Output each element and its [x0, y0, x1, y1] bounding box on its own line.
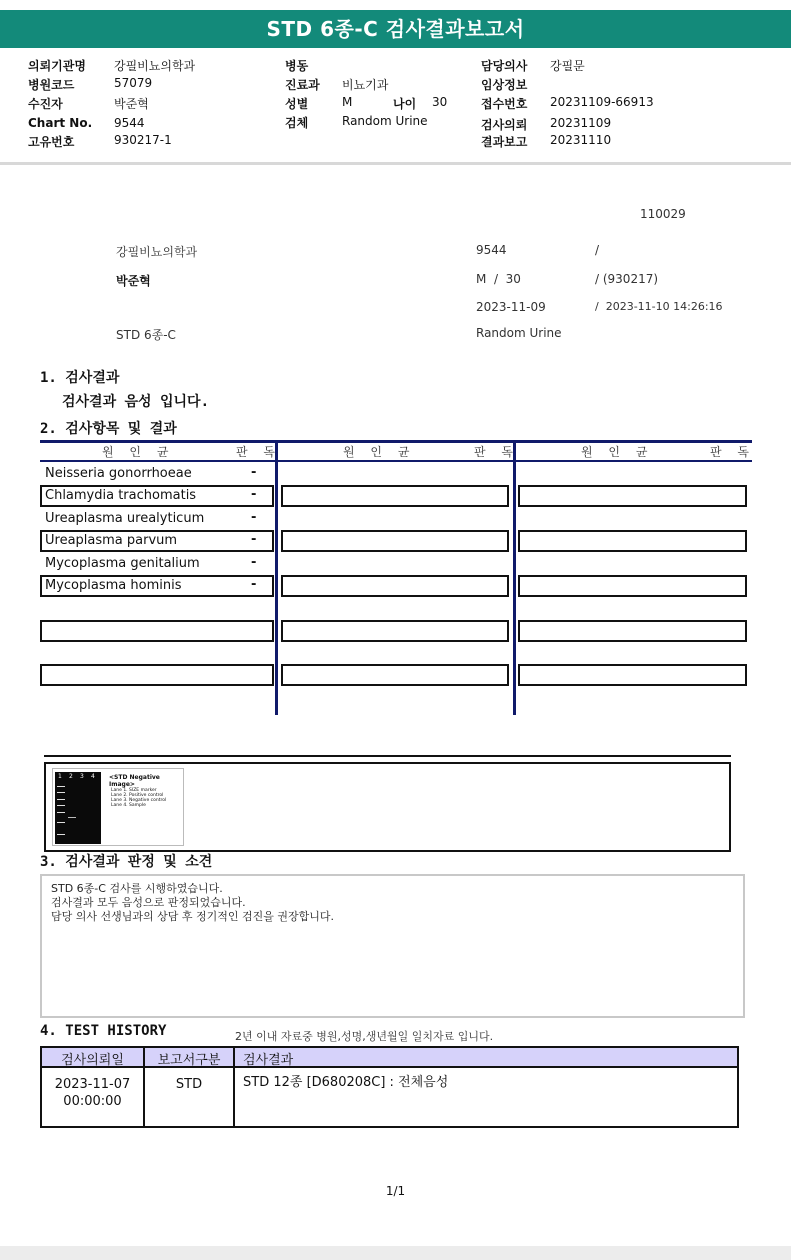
- label-receipt-no: 접수번호: [481, 97, 528, 111]
- history-type: STD: [175, 1077, 203, 1092]
- row-box: [281, 664, 509, 686]
- history-note: 2년 이내 자료중 병원,성명,생년월일 일치자료 입니다.: [235, 1030, 494, 1043]
- pathogen-result: -: [251, 465, 257, 480]
- col-header-result: 판 독: [236, 445, 281, 459]
- report-title: STD 6종-C 검사결과보고서: [0, 10, 791, 48]
- label-sex: 성별: [285, 97, 309, 111]
- label-report-date: 결과보고: [481, 135, 528, 149]
- gel-lane-label: 4: [91, 773, 95, 780]
- opinion-line: 검사결과 모두 음성으로 판정되었습니다.: [51, 896, 246, 909]
- row-box: [40, 664, 274, 686]
- pathogen-name: Neisseria gonorrhoeae: [45, 466, 192, 481]
- value-request-date: 20231109: [550, 116, 612, 130]
- label-ward: 병동: [285, 59, 309, 73]
- history-date: 2023-11-07: [54, 1077, 131, 1092]
- pathogen-name: Chlamydia trachomatis: [45, 488, 197, 503]
- section1-title: 1. 검사결과: [40, 370, 120, 386]
- gel-legend-item: Lane 1. SIZE marker: [111, 788, 157, 793]
- gel-legend: [111, 788, 166, 808]
- gel-band: [68, 817, 76, 818]
- section2-title: 2. 검사항목 및 결과: [40, 421, 177, 437]
- gel-strip: [55, 772, 101, 844]
- label-specimen: 검체: [285, 116, 309, 130]
- summary-test: STD 6종-C: [116, 328, 176, 342]
- label-requester: 의뢰기관명: [28, 59, 86, 73]
- gel-legend-item: Lane 3. Negative control: [111, 798, 167, 803]
- pathogen-name: Ureaplasma parvum: [45, 533, 178, 548]
- opinion-line: STD 6종-C 검사를 시행하였습니다.: [51, 882, 223, 895]
- pathogen-name: Mycoplasma hominis: [45, 578, 182, 593]
- value-unique-no: 930217-1: [114, 133, 172, 147]
- row-box: [518, 664, 747, 686]
- summary-slash: /: [595, 243, 600, 257]
- section3-title: 3. 검사결과 판정 및 소견: [40, 854, 213, 870]
- row-box: [518, 485, 747, 507]
- row-box: [281, 530, 509, 552]
- section4-title: 4. TEST HISTORY: [40, 1023, 167, 1039]
- value-receipt-no: 20231109-66913: [550, 95, 654, 109]
- history-result: STD 12종 [D680208C] : 전체음성: [243, 1075, 449, 1090]
- row-box: [518, 530, 747, 552]
- gel-band: [57, 834, 65, 835]
- label-hospital-code: 병원코드: [28, 78, 75, 92]
- section1-result: 검사결과 음성 입니다.: [62, 394, 210, 410]
- gel-band: [57, 812, 65, 813]
- gel-band: [57, 786, 65, 787]
- col-header-pathogen: 원 인 균: [102, 445, 175, 459]
- label-doctor: 담당의사: [481, 59, 528, 73]
- summary-chart: 9544: [476, 243, 507, 257]
- opinion-box: [40, 874, 745, 1018]
- col-header-pathogen: 원 인 균: [581, 445, 654, 459]
- image-divider: [44, 755, 731, 757]
- row-box: [518, 575, 747, 597]
- pathogen-result: -: [251, 577, 257, 592]
- history-header: 보고서구분: [157, 1053, 221, 1068]
- history-col-divider: [233, 1048, 235, 1126]
- summary-patient: 박준혁: [116, 274, 151, 288]
- summary-report-datetime: / 2023-11-10 14:26:16: [595, 300, 723, 313]
- gel-band: [57, 799, 65, 800]
- label-request-date: 검사의뢰: [481, 118, 528, 132]
- value-specimen: Random Urine: [342, 114, 428, 128]
- col-header-pathogen: 원 인 균: [343, 445, 416, 459]
- footer-bar: [0, 1246, 791, 1260]
- pathogen-result: -: [251, 532, 257, 547]
- label-chart-no: Chart No.: [28, 116, 93, 130]
- history-header: 검사의뢰일: [61, 1053, 124, 1068]
- gel-lane-label: 2: [69, 773, 73, 780]
- gel-lane-label: 1: [58, 773, 62, 780]
- gel-title: <STD Negative Image>: [109, 774, 160, 788]
- opinion-line: 담당 의사 선생님과의 상담 후 정기적인 검진을 권장합니다.: [51, 910, 334, 923]
- page-number: 1/1: [385, 1184, 406, 1198]
- gel-band: [57, 822, 65, 823]
- pathogen-name: Mycoplasma genitalium: [45, 556, 200, 571]
- label-department: 진료과: [285, 78, 320, 92]
- row-box: [281, 620, 509, 642]
- table-header-underline: [40, 460, 752, 462]
- label-clinical-info: 임상정보: [481, 78, 528, 92]
- value-sex: M: [342, 95, 353, 109]
- label-age: 나이: [393, 97, 417, 111]
- gel-band: [57, 805, 65, 806]
- row-box: [281, 575, 509, 597]
- row-box: [281, 485, 509, 507]
- row-box: [518, 620, 747, 642]
- value-department: 비뇨기과: [342, 78, 389, 92]
- gel-lane-label: 3: [80, 773, 84, 780]
- history-table: [40, 1046, 739, 1128]
- label-unique-no: 고유번호: [28, 135, 75, 149]
- col-header-result: 판 독: [710, 445, 755, 459]
- table-col-divider: [275, 440, 278, 715]
- col-header-result: 판 독: [474, 445, 519, 459]
- summary-specimen: Random Urine: [476, 326, 562, 340]
- value-age: 30: [432, 95, 448, 109]
- value-doctor: 강필문: [550, 59, 585, 73]
- header-divider: [0, 162, 791, 165]
- label-patient: 수진자: [28, 97, 63, 111]
- summary-hospital: 강필비뇨의학과: [116, 245, 198, 259]
- gel-legend-item: Lane 2. Positive control: [111, 793, 164, 798]
- pathogen-result: -: [251, 510, 257, 525]
- summary-birth: / (930217): [595, 272, 659, 286]
- value-chart-no: 9544: [114, 116, 145, 130]
- value-report-date: 20231110: [550, 133, 612, 147]
- value-patient: 박준혁: [114, 97, 149, 111]
- history-header: 검사결과: [243, 1053, 294, 1068]
- summary-sex-age: M / 30: [476, 272, 521, 286]
- summary-request-date: 2023-11-09: [476, 300, 546, 314]
- table-col-divider: [513, 440, 516, 715]
- value-requester: 강필비뇨의학과: [114, 59, 196, 73]
- pathogen-result: -: [251, 487, 257, 502]
- gel-band: [57, 792, 65, 793]
- gel-legend-item: Lane 4. Sample: [111, 803, 146, 808]
- value-hospital-code: 57079: [114, 76, 153, 90]
- row-box: [40, 620, 274, 642]
- gel-image: [52, 768, 184, 846]
- history-time: 00:00:00: [63, 1094, 122, 1109]
- summary-code: 110029: [640, 207, 686, 221]
- pathogen-result: -: [251, 555, 257, 570]
- pathogen-name: Ureaplasma urealyticum: [45, 511, 205, 526]
